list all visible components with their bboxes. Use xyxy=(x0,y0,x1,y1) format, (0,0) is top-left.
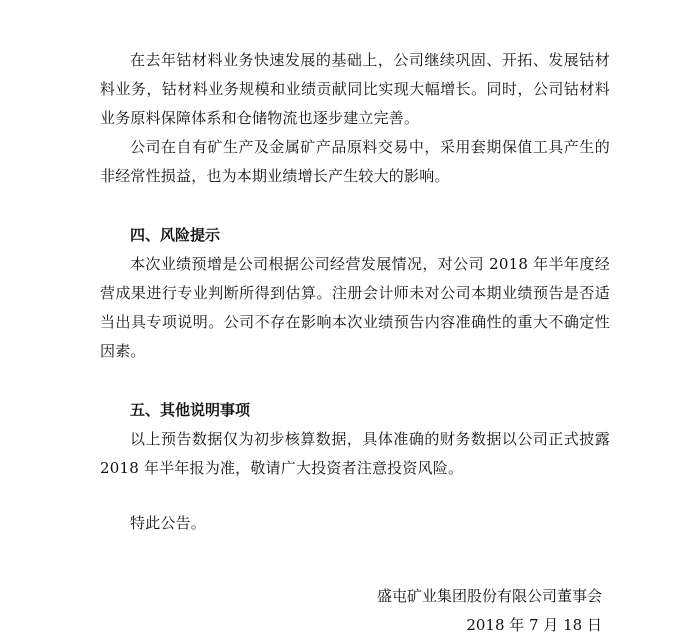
paragraph-hedging-gains: 公司在自有矿生产及金属矿产品原料交易中，采用套期保值工具产生的非经常性损益，也为本期业绩增长产生较大的影响。 xyxy=(100,138,610,185)
section-heading-risk: 四、风险提示 xyxy=(130,226,221,244)
paragraph-risk: 本次业绩预增是公司根据公司经营发展情况，对公司 2018 年半年度经营成果进行专业判断所得到估算。注册会计师未对公司本期业绩预告是否适当出具专项说明。公司不存在影响本次业绩预告内容准确性的重大不确定性因素。 xyxy=(100,255,610,360)
paragraph-cobalt-business: 在去年钴材料业务快速发展的基础上，公司继续巩固、开拓、发展钴材料业务，钴材料业务规模和业绩贡献同比实现大幅增长。同时，公司钴材料业务原料保障体系和仓储物流也逐步建立完善。 xyxy=(100,51,610,127)
signature-date: 2018 年 7 月 18 日 xyxy=(466,616,602,634)
document-body xyxy=(100,46,610,640)
signature-company: 盛屯矿业集团股份有限公司董事会 xyxy=(376,587,602,605)
paragraph-other: 以上预告数据仅为初步核算数据，具体准确的财务数据以公司正式披露 2018 年半年报为准，敬请广大投资者注意投资风险。 xyxy=(100,430,610,477)
spacer xyxy=(100,191,610,221)
spacer xyxy=(100,483,610,509)
section-heading-other: 五、其他说明事项 xyxy=(130,401,251,419)
spacer xyxy=(100,366,610,396)
spacer xyxy=(100,538,610,582)
closing-statement: 特此公告。 xyxy=(130,514,207,532)
